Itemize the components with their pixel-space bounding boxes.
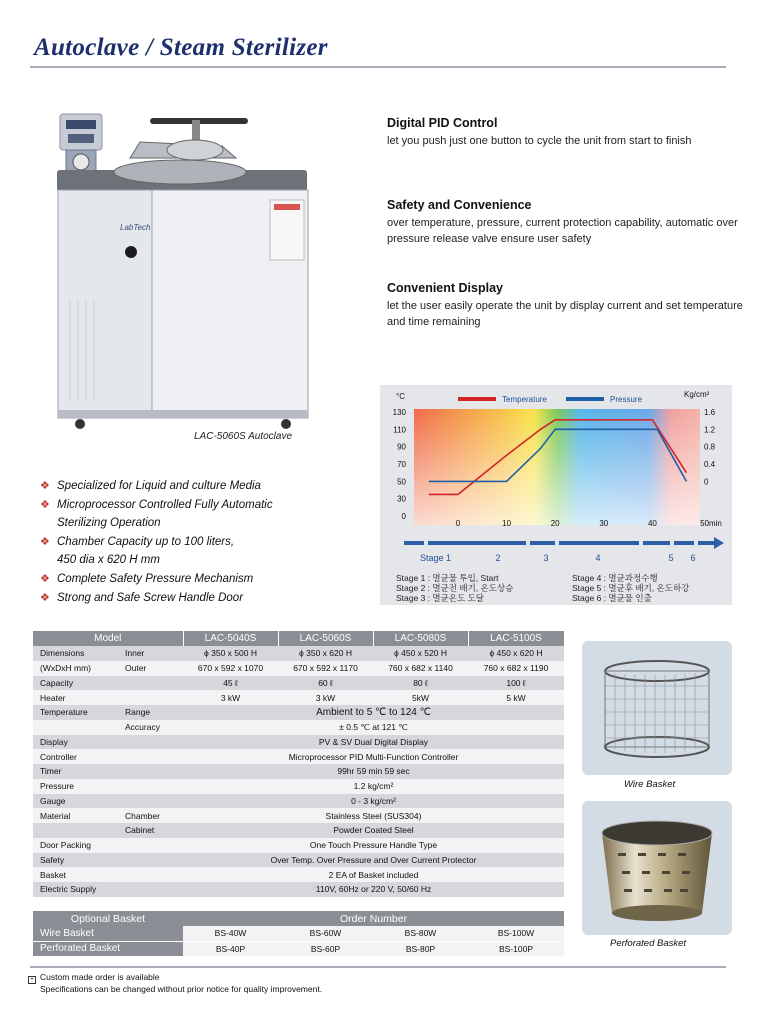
stage-note: Stage 2 : 멸균전 배기, 온도상승 [396,583,514,593]
legend-label: Temperature [502,395,547,404]
feature-text: let the user easily operate the unit by display current and set temperature and time remaining [387,300,743,328]
legend-swatch [566,397,604,401]
spec-sublabel: Inner [118,646,183,661]
y-right-tick-label: 0 [704,477,709,487]
optional-basket-table [33,911,564,956]
y-left-unit: °C [396,392,405,401]
table-row [33,690,564,705]
feature-text: let you push just one button to cycle the unit from start to finish [387,135,692,147]
spec-value: ϕ 350 x 620 H [278,646,373,661]
spec-sublabel [118,882,183,897]
stage-label: Stage 1 [420,553,452,563]
spec-sublabel [118,779,183,794]
spec-sublabel [118,853,183,868]
y-right-tick-label: 0.4 [704,460,716,470]
spec-label: Safety [33,853,118,868]
spec-value: Powder Coated Steel [183,823,564,838]
spec-label: Dimensions [33,646,118,661]
y-left-tick-label: 70 [397,460,406,470]
brand-label: LabTech [120,223,151,232]
spec-label: Capacity [33,676,118,691]
spec-value: 5 kW [468,690,564,705]
stage-note: Stage 3 : 멸균온도 도달 [396,593,485,603]
table-row [33,794,564,809]
spec-header: LAC-5040S [183,631,278,646]
table-row [33,646,564,661]
spec-value: 5kW [373,690,468,705]
footer-divider [30,966,726,968]
feature-display [387,281,747,330]
note-box-icon: + [28,976,36,984]
stage-note: Stage 4 : 멸균과정수행 [572,573,658,583]
y-right-tick-label: 1.2 [704,425,716,435]
table-row [33,676,564,691]
spec-value: ϕ 450 x 520 H [373,646,468,661]
stage-number: 3 [543,553,549,563]
spec-value: 670 x 592 x 1170 [278,661,373,676]
legend-label: Pressure [610,395,643,404]
spec-value: Microprocessor PID Multi-Function Controller [183,749,564,764]
spec-sublabel: Range [118,705,183,720]
stage-marker [424,540,428,546]
table-row: Wire Basket BS-40W BS-60W BS-80W BS-100W [33,926,564,941]
spec-value: 3 kW [183,690,278,705]
stage-arrow-head-icon [714,537,724,549]
footer-notes [28,972,322,994]
spec-sublabel [118,794,183,809]
spec-label: Display [33,735,118,750]
bullet-item: ❖ Complete Safety Pressure Mechanism [40,570,360,589]
spec-header: LAC-5060S [278,631,373,646]
spec-value: 0 - 3 kg/cm² [183,794,564,809]
spec-value: Over Temp. Over Pressure and Over Current Protector [183,853,564,868]
spec-label: Temperature [33,705,118,720]
spec-value: 3 kW [278,690,373,705]
bullet-item: ❖ Microprocessor Controlled Fully Automatic [40,496,360,515]
table-row [33,779,564,794]
spec-label: Material [33,808,118,823]
feature-bullets [40,477,360,607]
feature-title: Safety and Convenience [387,198,532,212]
spec-label [33,720,118,735]
table-row [33,808,564,823]
spec-value: 45 ℓ [183,676,278,691]
x-tick-label: 20 [550,519,560,528]
spec-table [33,631,565,897]
y-left-tick-label: 50 [397,477,406,487]
stage-marker [639,540,643,546]
bullet-mark-icon: ❖ [40,572,50,585]
footer-line: + Custom made order is available [28,972,322,984]
feature-safety [387,198,747,247]
bullet-item-continued: Sterilizing Operation [57,517,161,530]
spec-sublabel [118,676,183,691]
spec-header: LAC-5100S [468,631,564,646]
spec-label: Timer [33,764,118,779]
spec-value: 110V, 60Hz or 220 V, 50/60 Hz [183,882,564,897]
x-tick-label: 40 [647,519,657,528]
sterilization-cycle-chart [380,385,732,605]
legend-swatch [458,397,496,401]
bullet-item-continued: 450 dia x 620 H mm [57,554,160,567]
bullet-item: ❖ Specialized for Liquid and culture Media [40,477,360,496]
bullet-mark-icon: ❖ [40,591,50,604]
table-row: Perforated Basket BS-40P BS-60P BS-80P BS-100P [33,941,564,956]
stage-number: 6 [690,553,696,563]
page-title: Autoclave / Steam Sterilizer [34,34,328,61]
table-row [33,705,564,720]
bullet-mark-icon: ❖ [40,535,50,548]
spec-label: (WxDxH mm) [33,661,118,676]
spec-label: Door Packing [33,838,118,853]
table-row [33,853,564,868]
spec-value: 99hr 59 min 59 sec [183,764,564,779]
bullet-item: ❖ Strong and Safe Screw Handle Door [40,589,360,608]
spec-label [33,823,118,838]
spec-value: 760 x 682 x 1140 [373,661,468,676]
spec-value: Ambient to 5 ℃ to 124 ℃ [183,705,564,720]
feature-title: Convenient Display [387,281,503,295]
footer-line: Specifications can be changed without prior notice for quality improvement. [40,984,323,994]
y-left-tick-label: 0 [401,512,406,521]
optional-header: Order Number [183,911,564,926]
spec-header: Model [33,631,183,646]
stage-marker [670,540,674,546]
y-left-tick-label: 110 [393,425,406,435]
y-right-unit: Kg/cm² [684,390,710,399]
spec-sublabel [118,867,183,882]
chart-svg [380,385,732,605]
table-row [33,867,564,882]
feature-text: over temperature, pressure, current protection capability, automatic over pressure release valve ensure user safety [387,217,738,245]
feature-title: Digital PID Control [387,116,498,130]
x-tick-label: 10 [502,519,512,528]
table-row [33,764,564,779]
spec-sublabel: Cabinet [118,823,183,838]
spec-label: Heater [33,690,118,705]
spec-sublabel: Accuracy [118,720,183,735]
spec-sublabel [118,690,183,705]
feature-digital-pid [387,116,747,149]
table-row [33,882,564,897]
spec-value: 670 x 592 x 1070 [183,661,278,676]
spec-label: Gauge [33,794,118,809]
spec-header: LAC-5080S [373,631,468,646]
table-row [33,720,564,735]
spec-sublabel [118,764,183,779]
spec-value: One Touch Pressure Handle Type [183,838,564,853]
bullet-mark-icon: ❖ [40,498,50,511]
spec-sublabel: Chamber [118,808,183,823]
perforated-basket-image [582,801,732,935]
spec-value: 760 x 682 x 1190 [468,661,564,676]
stage-marker [555,540,559,546]
perforated-basket-label: Perforated Basket [610,938,687,949]
spec-sublabel [118,838,183,853]
stage-number: 4 [595,553,601,563]
spec-sublabel: Outer [118,661,183,676]
y-right-tick-label: 0.8 [704,442,716,452]
spec-value: ϕ 450 x 620 H [468,646,564,661]
table-row [33,735,564,750]
spec-value: 60 ℓ [278,676,373,691]
spec-label: Pressure [33,779,118,794]
spec-value: ϕ 350 x 500 H [183,646,278,661]
spec-value: 1.2 kg/cm² [183,779,564,794]
spec-value: PV & SV Dual Digital Display [183,735,564,750]
bullet-item: ❖ Chamber Capacity up to 100 liters, [40,533,360,552]
x-tick-label: 0 [455,519,461,528]
spec-value: 2 EA of Basket included [183,867,564,882]
bullet-mark-icon: ❖ [40,480,50,492]
stage-marker [694,540,698,546]
wire-basket-image [582,641,732,775]
stage-note: Stage 6 : 멸균물 인출 [572,593,652,603]
wire-basket-label: Wire Basket [624,779,676,790]
stage-number: 2 [495,553,501,563]
autoclave-image [40,100,340,440]
y-left-tick-label: 90 [397,442,406,452]
table-row [33,749,564,764]
spec-sublabel [118,749,183,764]
spec-value: 100 ℓ [468,676,564,691]
spec-value: ± 0.5 ℃ at 121 ℃ [183,720,564,735]
spec-label: Basket [33,867,118,882]
x-tick-label: 30 [599,519,609,528]
spec-label: Controller [33,749,118,764]
stage-number: 5 [668,553,674,563]
y-left-tick-label: 130 [392,408,406,417]
stage-note: Stage 1 : 멸균물 투입, Start [396,573,499,583]
spec-label: Electric Supply [33,882,118,897]
y-right-tick-label: 1.6 [704,408,716,417]
product-caption: LAC-5060S Autoclave [194,431,293,442]
optional-header: Optional Basket [33,911,183,926]
spec-sublabel [118,735,183,750]
stage-marker [526,540,530,546]
table-row [33,661,564,676]
table-row [33,838,564,853]
spec-value: Stainless Steel (SUS304) [183,808,564,823]
stage-note: Stage 5 : 멸균후 배기, 온도하강 [572,583,690,593]
table-row [33,823,564,838]
x-tick-label: 50min [700,519,722,528]
title-divider [30,66,726,68]
spec-value: 80 ℓ [373,676,468,691]
y-left-tick-label: 30 [397,494,406,504]
